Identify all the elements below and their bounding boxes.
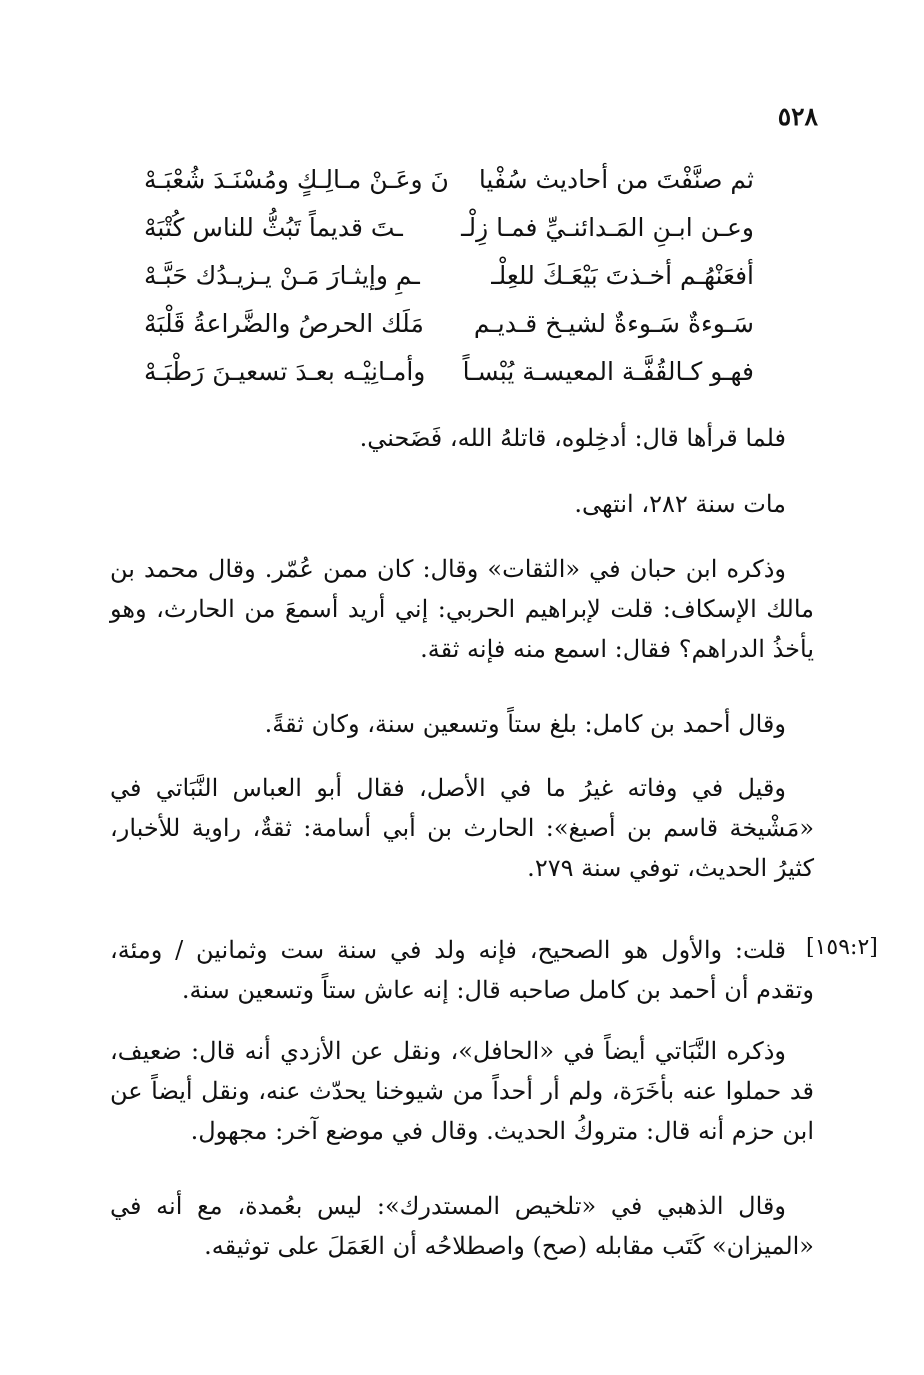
poem-verse: [144, 206, 754, 254]
paragraph-death-variant: وقيل في وفاته غيرُ ما في الأصل، فقال أبو العباس النَّبَاتي في «مَشْيخة قاسم بن أصبغ»: الحارث بن أبي أسامة: ثقةٌ، راوية للأخبار، كثيرُ الحديث، توفي سنة ٢٧٩.: [110, 774, 815, 882]
poem-verse: [144, 254, 754, 302]
verse-second-hemistich: مَلَك الحرصُ والضَّراعةُ قَلْبَهْ: [144, 309, 424, 338]
verse-first-hemistich: وعـن ابـنِ المَـدائنـيِّ فمـا زِلْـ: [461, 213, 754, 242]
verse-first-hemistich: ثم صنَّفْتَ من أحاديث سُفْيا: [478, 165, 754, 194]
paragraph-nabati-hafil: وذكره النَّبَاتي أيضاً في «الحافل»، ونقل عن الأزدي أنه قال: ضعيف، قد حملوا عنه بأخَرَة، ولم أر أحداً من شيوخنا يحدّث عنه، ونقل أيضاً عن ابن حزم أنه قال: متروكُ الحديث. وقال في موضع آخر: مجهول.: [110, 1037, 814, 1145]
paragraph-ahmad-bin-kamil: وقال أحمد بن كامل: بلغ ستاً وتسعين سنة، وكان ثقةً.: [264, 710, 786, 738]
verse-second-hemistich: ـتَ قديماً تَبُثُّ للناس كُتْبَهْ: [144, 213, 403, 242]
poem: [144, 158, 754, 398]
paragraph-author-comment: قلت: والأول هو الصحيح، فإنه ولد في سنة ست وثمانين / ومئة، وتقدم أن أحمد بن كامل صاحبه قال: إنه عاش ستاً وتسعين سنة.: [110, 936, 814, 1004]
poem-verse: [144, 350, 754, 398]
paragraph-ibn-hibban: وذكره ابن حبان في «الثقات» وقال: كان ممن عُمّر. وقال محمد بن مالك الإسكاف: قلت لإبراهيم الحربي: إني أريد أسمعَ من الحارث، وهو يأخذُ الدراهم؟ فقال: اسمع منه فإنه ثقة.: [110, 555, 814, 663]
page-number: ٥٢٨: [777, 102, 818, 131]
verse-first-hemistich: سَـوءةٌ سَـوءةٌ لشيـخ قـديـم: [473, 309, 754, 338]
paragraph-death-year: مات سنة ٢٨٢، انتهى.: [574, 490, 786, 518]
verse-second-hemistich: وأمـانِيْـه بعـدَ تسعيـنَ رَطْبَـهْ: [144, 357, 426, 386]
verse-first-hemistich: أفعَنْهُـم أخـذتَ بَيْعَـكَ للعِلْـ: [491, 261, 754, 290]
poem-verse: [144, 302, 754, 350]
verse-second-hemistich: ـمِ وإيثـارَ مَـنْ يـزيـدُك حَبَّـهْ: [144, 261, 420, 290]
poem-verse: [144, 158, 754, 206]
paragraph-dhahabi: وقال الذهبي في «تلخيص المستدرك»: ليس بعُمدة، مع أنه في «الميزان» كَتَب مقابله (صح) واصطلاحُه أن العَمَلَ على توثيقه.: [110, 1192, 814, 1260]
verse-second-hemistich: نَ وعَـنْ مـالِـكٍ ومُسْنَـدَ شُعْبَـهْ: [144, 165, 449, 194]
margin-reference: [١٥٩:٢]: [806, 935, 878, 960]
verse-first-hemistich: فهـو كـالقُفَّـة المعيسـة يُبْسـاً: [462, 357, 754, 386]
paragraph-reading-reaction: فلما قرأها قال: أدخِلوه، قاتلهُ الله، فَضَحني.: [359, 424, 786, 452]
